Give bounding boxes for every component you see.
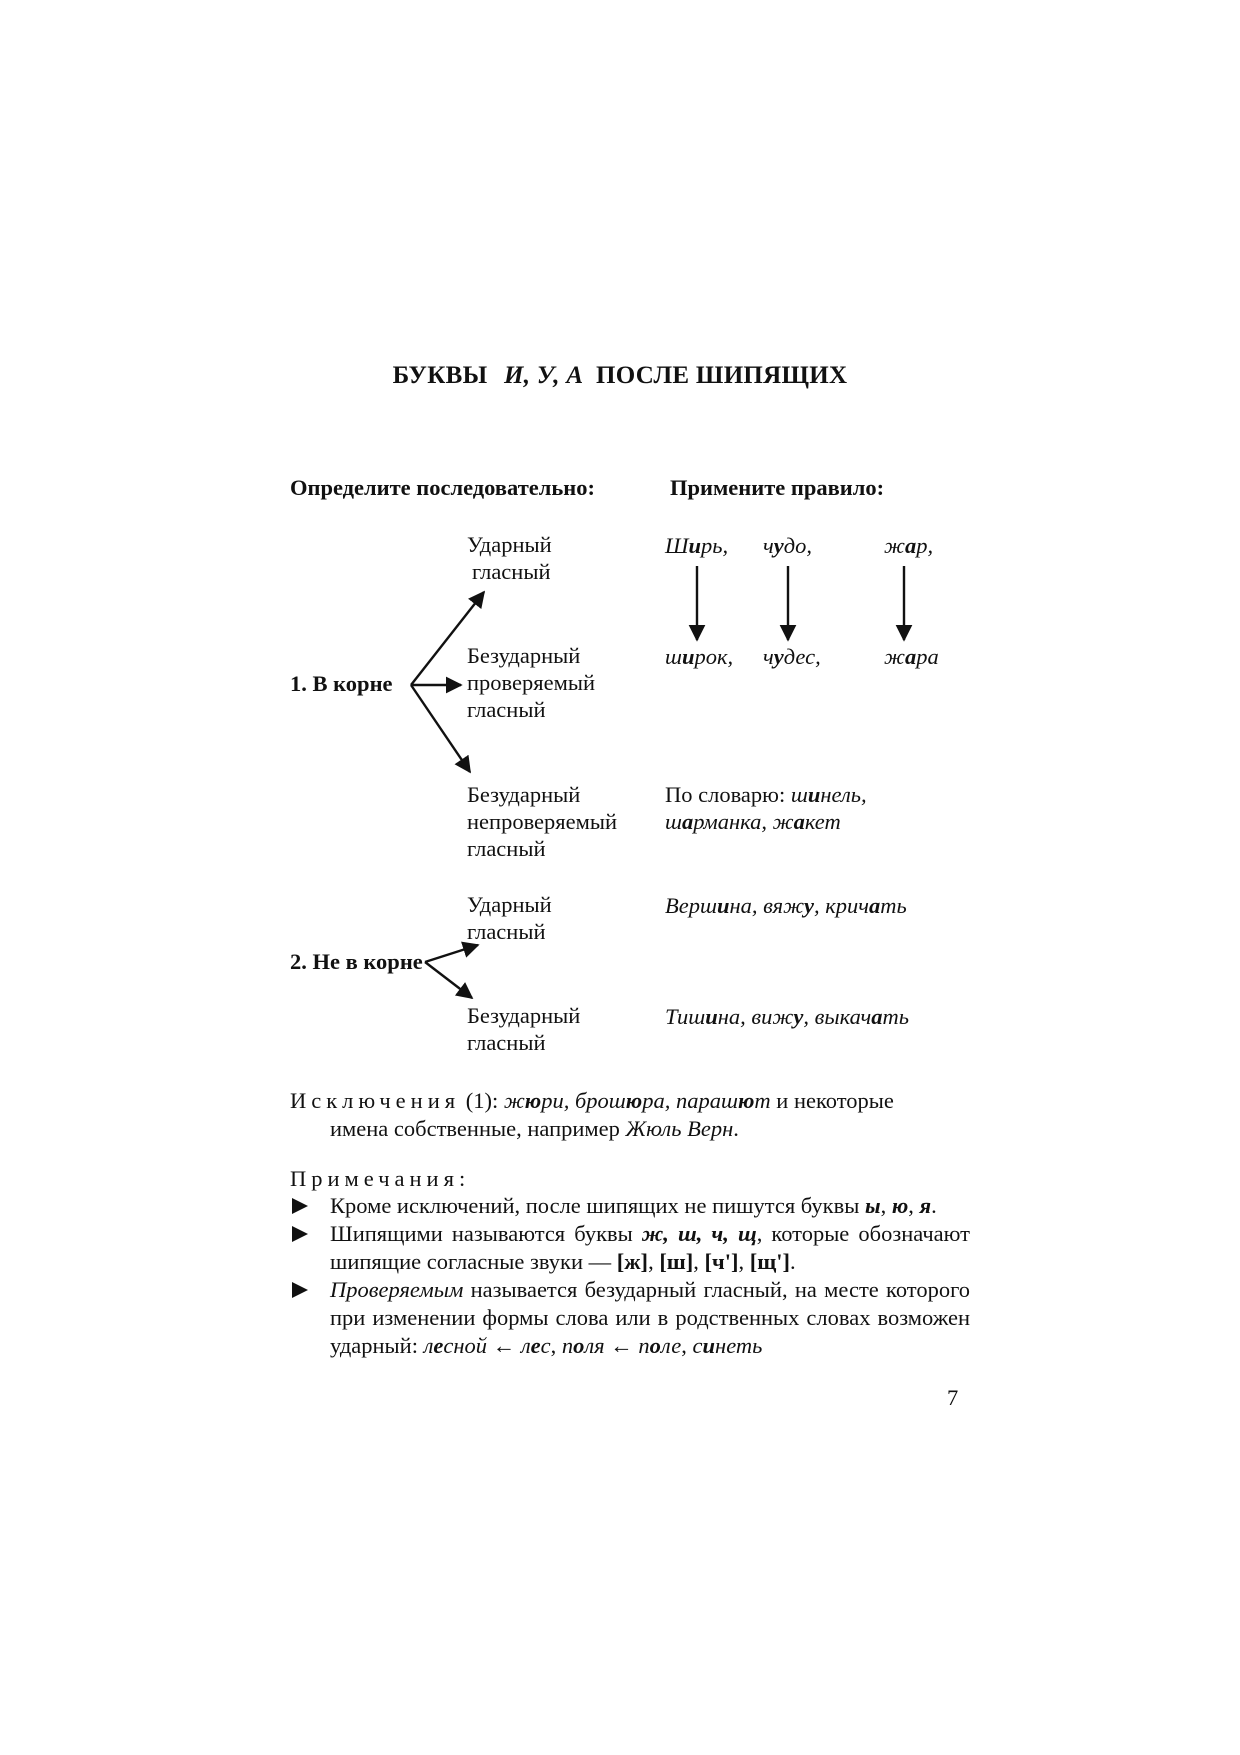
label-in-root: 1. В корне bbox=[290, 671, 393, 696]
notes-list bbox=[290, 1192, 970, 1360]
arrow-nonroot-stressed bbox=[425, 945, 478, 962]
root-stressed-text bbox=[467, 531, 552, 585]
triangle-bullet-icon bbox=[290, 1223, 310, 1245]
header-right: Примените правило: bbox=[670, 475, 885, 500]
header-left: Определите последовательно: bbox=[290, 475, 595, 500]
example-bottom-1: широк, bbox=[665, 644, 734, 669]
page-number: 7 bbox=[947, 1385, 959, 1410]
root-checkable-text bbox=[467, 642, 595, 723]
root-checkable-line3: гласный bbox=[467, 697, 546, 722]
nonroot-stressed-line1: Ударный bbox=[467, 892, 552, 917]
example-top-1: Ширь, bbox=[665, 533, 729, 558]
arrow-root-uncheckable bbox=[411, 685, 470, 772]
note-item-3: Проверяемым называется безударный гласный, на месте которого при изменении формы слова или в родственных словах возможен ударный: лесной ← лес, поля ← поле, синеть bbox=[290, 1276, 970, 1360]
notes-label: Примечания: bbox=[290, 1166, 471, 1191]
root-stressed-line1: Ударный bbox=[467, 532, 552, 557]
dictionary-prefix: По словарю: bbox=[665, 782, 791, 807]
root-checkable-line1: Безударный bbox=[467, 643, 581, 668]
root-uncheckable-line3: гласный bbox=[467, 836, 546, 861]
nonroot-unstressed-text bbox=[467, 1002, 580, 1056]
root-stressed-line2: гласный bbox=[472, 559, 551, 584]
root-uncheckable-line1: Безударный bbox=[467, 782, 581, 807]
title-part1: БУКВЫ bbox=[392, 362, 488, 389]
exceptions-paragraph: Исключения (1): жюри, брошюра, парашют и некоторые имена собственные, например Жюль Верн. bbox=[290, 1088, 894, 1141]
nonroot-unstressed-line2: гласный bbox=[467, 1030, 546, 1055]
arrow-nonroot-unstressed bbox=[425, 962, 472, 998]
example-bottom-2: чудес, bbox=[763, 644, 821, 669]
note-item-1: Кроме исключений, после шипящих не пишутся буквы ы, ю, я. bbox=[290, 1192, 970, 1220]
triangle-bullet-icon bbox=[290, 1195, 310, 1217]
nonroot-unstressed-line1: Безударный bbox=[467, 1003, 581, 1028]
note-item-2: Шипящими называются буквы ж, ш, ч, щ, которые обозначают шипящие согласные звуки — [ж], [ш], [ч'], [щ']. bbox=[290, 1220, 970, 1276]
nonroot-stressed-text bbox=[467, 891, 552, 945]
example-top-2: чудо, bbox=[763, 533, 812, 558]
dictionary-examples: По словарю: шинель, шарманка, жакет bbox=[665, 782, 867, 834]
nonroot-stressed-line2: гласный bbox=[467, 919, 546, 944]
exceptions-name: Жюль Верн bbox=[625, 1116, 734, 1141]
nonroot-example-unstressed: Тишина, вижу, выкачать bbox=[665, 1004, 910, 1029]
root-uncheckable-text bbox=[467, 781, 617, 862]
example-bottom-3: жара bbox=[884, 644, 939, 669]
exceptions-label: Исключения bbox=[290, 1088, 461, 1113]
root-checkable-line2: проверяемый bbox=[467, 670, 596, 695]
title-letters: И, У, А bbox=[504, 362, 584, 389]
root-uncheckable-line2: непроверяемый bbox=[467, 809, 618, 834]
nonroot-example-stressed: Вершина, вяжу, кричать bbox=[665, 893, 907, 918]
triangle-bullet-icon bbox=[290, 1279, 310, 1301]
example-top-3: жар, bbox=[884, 533, 934, 558]
label-not-in-root: 2. Не в корне bbox=[290, 949, 423, 974]
title-part2: ПОСЛЕ ШИПЯЩИХ bbox=[595, 362, 848, 389]
